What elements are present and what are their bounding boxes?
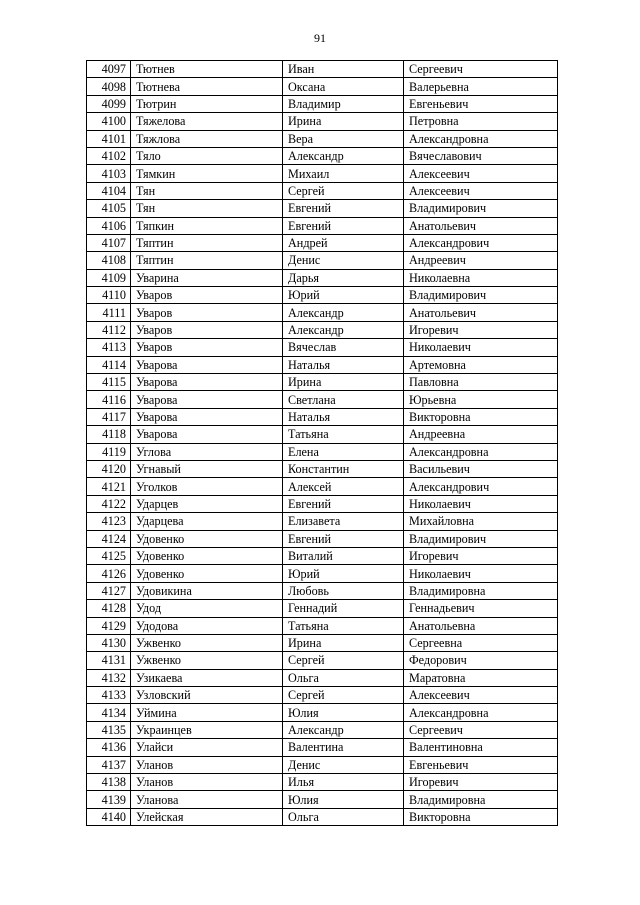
- table-row: [87, 547, 558, 564]
- first-name-cell: Ольга: [283, 808, 404, 825]
- first-name-cell: Ирина: [283, 374, 404, 391]
- record-number-cell: 4097: [87, 61, 131, 78]
- table-row: [87, 78, 558, 95]
- first-name-cell: Ирина: [283, 634, 404, 651]
- record-number-cell: 4130: [87, 634, 131, 651]
- table-row: [87, 408, 558, 425]
- record-number-cell: 4107: [87, 234, 131, 251]
- record-number-cell: 4123: [87, 513, 131, 530]
- patronymic-cell: Валентиновна: [404, 739, 558, 756]
- patronymic-cell: Николаевич: [404, 339, 558, 356]
- first-name-cell: Валентина: [283, 739, 404, 756]
- record-number-cell: 4114: [87, 356, 131, 373]
- patronymic-cell: Вячеславович: [404, 147, 558, 164]
- patronymic-cell: Викторовна: [404, 808, 558, 825]
- record-number-cell: 4129: [87, 617, 131, 634]
- record-number-cell: 4115: [87, 374, 131, 391]
- record-number-cell: 4111: [87, 304, 131, 321]
- patronymic-cell: Андреевна: [404, 426, 558, 443]
- table-row: [87, 426, 558, 443]
- record-number-cell: 4128: [87, 600, 131, 617]
- record-number-cell: 4125: [87, 547, 131, 564]
- first-name-cell: Елена: [283, 443, 404, 460]
- first-name-cell: Денис: [283, 252, 404, 269]
- first-name-cell: Наталья: [283, 356, 404, 373]
- patronymic-cell: Сергеевна: [404, 634, 558, 651]
- first-name-cell: Татьяна: [283, 426, 404, 443]
- table-row: [87, 391, 558, 408]
- last-name-cell: Уваров: [131, 321, 283, 338]
- table-row: [87, 61, 558, 78]
- table-row: [87, 565, 558, 582]
- table-row: [87, 356, 558, 373]
- patronymic-cell: Алексеевич: [404, 687, 558, 704]
- record-number-cell: 4138: [87, 774, 131, 791]
- last-name-cell: Улайси: [131, 739, 283, 756]
- first-name-cell: Евгений: [283, 495, 404, 512]
- last-name-cell: Удод: [131, 600, 283, 617]
- record-number-cell: 4131: [87, 652, 131, 669]
- patronymic-cell: Игоревич: [404, 774, 558, 791]
- record-number-cell: 4136: [87, 739, 131, 756]
- first-name-cell: Денис: [283, 756, 404, 773]
- first-name-cell: Геннадий: [283, 600, 404, 617]
- patronymic-cell: Анатольевич: [404, 217, 558, 234]
- patronymic-cell: Владимировна: [404, 791, 558, 808]
- record-number-cell: 4124: [87, 530, 131, 547]
- patronymic-cell: Андреевич: [404, 252, 558, 269]
- patronymic-cell: Михайловна: [404, 513, 558, 530]
- patronymic-cell: Николаевич: [404, 495, 558, 512]
- last-name-cell: Тяптин: [131, 252, 283, 269]
- last-name-cell: Уварова: [131, 408, 283, 425]
- first-name-cell: Сергей: [283, 687, 404, 704]
- last-name-cell: Ужвенко: [131, 634, 283, 651]
- record-number-cell: 4117: [87, 408, 131, 425]
- last-name-cell: Удовикина: [131, 582, 283, 599]
- patronymic-cell: Евгеньевич: [404, 756, 558, 773]
- patronymic-cell: Геннадьевич: [404, 600, 558, 617]
- last-name-cell: Тютнева: [131, 78, 283, 95]
- patronymic-cell: Владимирович: [404, 200, 558, 217]
- patronymic-cell: Анатольевич: [404, 304, 558, 321]
- patronymic-cell: Владимирович: [404, 287, 558, 304]
- table-row: [87, 721, 558, 738]
- table-row: [87, 304, 558, 321]
- record-number-cell: 4132: [87, 669, 131, 686]
- table-row: [87, 182, 558, 199]
- first-name-cell: Сергей: [283, 182, 404, 199]
- table-row: [87, 130, 558, 147]
- record-number-cell: 4102: [87, 147, 131, 164]
- record-number-cell: 4140: [87, 808, 131, 825]
- first-name-cell: Оксана: [283, 78, 404, 95]
- record-number-cell: 4112: [87, 321, 131, 338]
- table-row: [87, 687, 558, 704]
- last-name-cell: Тян: [131, 182, 283, 199]
- last-name-cell: Удодова: [131, 617, 283, 634]
- last-name-cell: Ударцева: [131, 513, 283, 530]
- page-number: 91: [314, 31, 326, 45]
- table-row: [87, 287, 558, 304]
- last-name-cell: Уймина: [131, 704, 283, 721]
- record-number-cell: 4110: [87, 287, 131, 304]
- first-name-cell: Александр: [283, 147, 404, 164]
- table-row: [87, 704, 558, 721]
- last-name-cell: Углова: [131, 443, 283, 460]
- first-name-cell: Иван: [283, 61, 404, 78]
- last-name-cell: Ужвенко: [131, 652, 283, 669]
- first-name-cell: Михаил: [283, 165, 404, 182]
- record-number-cell: 4127: [87, 582, 131, 599]
- record-number-cell: 4101: [87, 130, 131, 147]
- last-name-cell: Украинцев: [131, 721, 283, 738]
- record-number-cell: 4122: [87, 495, 131, 512]
- last-name-cell: Уварова: [131, 391, 283, 408]
- record-number-cell: 4133: [87, 687, 131, 704]
- table-row: [87, 495, 558, 512]
- record-number-cell: 4099: [87, 95, 131, 112]
- record-number-cell: 4120: [87, 460, 131, 477]
- patronymic-cell: Маратовна: [404, 669, 558, 686]
- table-row: [87, 756, 558, 773]
- patronymic-cell: Александрович: [404, 234, 558, 251]
- patronymic-cell: Сергеевич: [404, 61, 558, 78]
- patronymic-cell: Владимировна: [404, 582, 558, 599]
- last-name-cell: Угнавый: [131, 460, 283, 477]
- first-name-cell: Елизавета: [283, 513, 404, 530]
- patronymic-cell: Александровна: [404, 443, 558, 460]
- record-number-cell: 4121: [87, 478, 131, 495]
- table-row: [87, 217, 558, 234]
- patronymic-cell: Игоревич: [404, 547, 558, 564]
- first-name-cell: Ирина: [283, 113, 404, 130]
- record-number-cell: 4104: [87, 182, 131, 199]
- patronymic-cell: Павловна: [404, 374, 558, 391]
- first-name-cell: Сергей: [283, 652, 404, 669]
- last-name-cell: Тяптин: [131, 234, 283, 251]
- table-row: [87, 200, 558, 217]
- last-name-cell: Узикаева: [131, 669, 283, 686]
- last-name-cell: Удовенко: [131, 547, 283, 564]
- record-number-cell: 4098: [87, 78, 131, 95]
- table-row: [87, 165, 558, 182]
- first-name-cell: Виталий: [283, 547, 404, 564]
- patronymic-cell: Сергеевич: [404, 721, 558, 738]
- first-name-cell: Илья: [283, 774, 404, 791]
- first-name-cell: Вера: [283, 130, 404, 147]
- patronymic-cell: Евгеньевич: [404, 95, 558, 112]
- last-name-cell: Уварова: [131, 356, 283, 373]
- record-number-cell: 4126: [87, 565, 131, 582]
- record-number-cell: 4113: [87, 339, 131, 356]
- patronymic-cell: Николаевич: [404, 565, 558, 582]
- last-name-cell: Уланов: [131, 774, 283, 791]
- last-name-cell: Тямкин: [131, 165, 283, 182]
- last-name-cell: Тян: [131, 200, 283, 217]
- first-name-cell: Владимир: [283, 95, 404, 112]
- first-name-cell: Дарья: [283, 269, 404, 286]
- table-row: [87, 739, 558, 756]
- patronymic-cell: Николаевна: [404, 269, 558, 286]
- record-number-cell: 4103: [87, 165, 131, 182]
- patronymic-cell: Александровна: [404, 130, 558, 147]
- last-name-cell: Уваров: [131, 339, 283, 356]
- last-name-cell: Уварова: [131, 426, 283, 443]
- patronymic-cell: Александровна: [404, 704, 558, 721]
- patronymic-cell: Валерьевна: [404, 78, 558, 95]
- first-name-cell: Любовь: [283, 582, 404, 599]
- first-name-cell: Александр: [283, 721, 404, 738]
- table-row: [87, 374, 558, 391]
- patronymic-cell: Игоревич: [404, 321, 558, 338]
- last-name-cell: Тяжелова: [131, 113, 283, 130]
- record-number-cell: 4135: [87, 721, 131, 738]
- last-name-cell: Ударцев: [131, 495, 283, 512]
- table-row: [87, 95, 558, 112]
- registry-table-body: [87, 61, 558, 826]
- record-number-cell: 4100: [87, 113, 131, 130]
- patronymic-cell: Васильевич: [404, 460, 558, 477]
- record-number-cell: 4134: [87, 704, 131, 721]
- table-row: [87, 478, 558, 495]
- table-row: [87, 808, 558, 825]
- table-row: [87, 634, 558, 651]
- record-number-cell: 4116: [87, 391, 131, 408]
- last-name-cell: Уварина: [131, 269, 283, 286]
- last-name-cell: Уланова: [131, 791, 283, 808]
- table-row: [87, 600, 558, 617]
- last-name-cell: Уголков: [131, 478, 283, 495]
- patronymic-cell: Александрович: [404, 478, 558, 495]
- last-name-cell: Удовенко: [131, 565, 283, 582]
- first-name-cell: Вячеслав: [283, 339, 404, 356]
- table-row: [87, 252, 558, 269]
- first-name-cell: Евгений: [283, 217, 404, 234]
- patronymic-cell: Владимирович: [404, 530, 558, 547]
- first-name-cell: Александр: [283, 304, 404, 321]
- table-row: [87, 652, 558, 669]
- last-name-cell: Тютнев: [131, 61, 283, 78]
- last-name-cell: Улейская: [131, 808, 283, 825]
- first-name-cell: Ольга: [283, 669, 404, 686]
- table-row: [87, 113, 558, 130]
- table-row: [87, 147, 558, 164]
- table-row: [87, 774, 558, 791]
- first-name-cell: Светлана: [283, 391, 404, 408]
- last-name-cell: Уваров: [131, 287, 283, 304]
- last-name-cell: Тяло: [131, 147, 283, 164]
- last-name-cell: Уланов: [131, 756, 283, 773]
- record-number-cell: 4106: [87, 217, 131, 234]
- table-row: [87, 460, 558, 477]
- last-name-cell: Тяжлова: [131, 130, 283, 147]
- first-name-cell: Наталья: [283, 408, 404, 425]
- table-row: [87, 234, 558, 251]
- first-name-cell: Константин: [283, 460, 404, 477]
- patronymic-cell: Федорович: [404, 652, 558, 669]
- patronymic-cell: Викторовна: [404, 408, 558, 425]
- table-row: [87, 582, 558, 599]
- patronymic-cell: Алексеевич: [404, 165, 558, 182]
- first-name-cell: Александр: [283, 321, 404, 338]
- patronymic-cell: Алексеевич: [404, 182, 558, 199]
- patronymic-cell: Артемовна: [404, 356, 558, 373]
- last-name-cell: Уваров: [131, 304, 283, 321]
- first-name-cell: Андрей: [283, 234, 404, 251]
- table-row: [87, 669, 558, 686]
- table-row: [87, 791, 558, 808]
- first-name-cell: Юрий: [283, 565, 404, 582]
- last-name-cell: Уварова: [131, 374, 283, 391]
- patronymic-cell: Анатольевна: [404, 617, 558, 634]
- first-name-cell: Юлия: [283, 704, 404, 721]
- table-row: [87, 617, 558, 634]
- registry-table: [86, 60, 558, 826]
- record-number-cell: 4109: [87, 269, 131, 286]
- record-number-cell: 4137: [87, 756, 131, 773]
- patronymic-cell: Петровна: [404, 113, 558, 130]
- patronymic-cell: Юрьевна: [404, 391, 558, 408]
- last-name-cell: Удовенко: [131, 530, 283, 547]
- first-name-cell: Татьяна: [283, 617, 404, 634]
- table-row: [87, 530, 558, 547]
- first-name-cell: Юрий: [283, 287, 404, 304]
- first-name-cell: Евгений: [283, 530, 404, 547]
- table-row: [87, 269, 558, 286]
- table-row: [87, 339, 558, 356]
- record-number-cell: 4105: [87, 200, 131, 217]
- first-name-cell: Алексей: [283, 478, 404, 495]
- table-row: [87, 321, 558, 338]
- table-row: [87, 443, 558, 460]
- last-name-cell: Тяпкин: [131, 217, 283, 234]
- last-name-cell: Тютрин: [131, 95, 283, 112]
- record-number-cell: 4118: [87, 426, 131, 443]
- first-name-cell: Юлия: [283, 791, 404, 808]
- last-name-cell: Узловский: [131, 687, 283, 704]
- record-number-cell: 4139: [87, 791, 131, 808]
- table-row: [87, 513, 558, 530]
- record-number-cell: 4108: [87, 252, 131, 269]
- record-number-cell: 4119: [87, 443, 131, 460]
- first-name-cell: Евгений: [283, 200, 404, 217]
